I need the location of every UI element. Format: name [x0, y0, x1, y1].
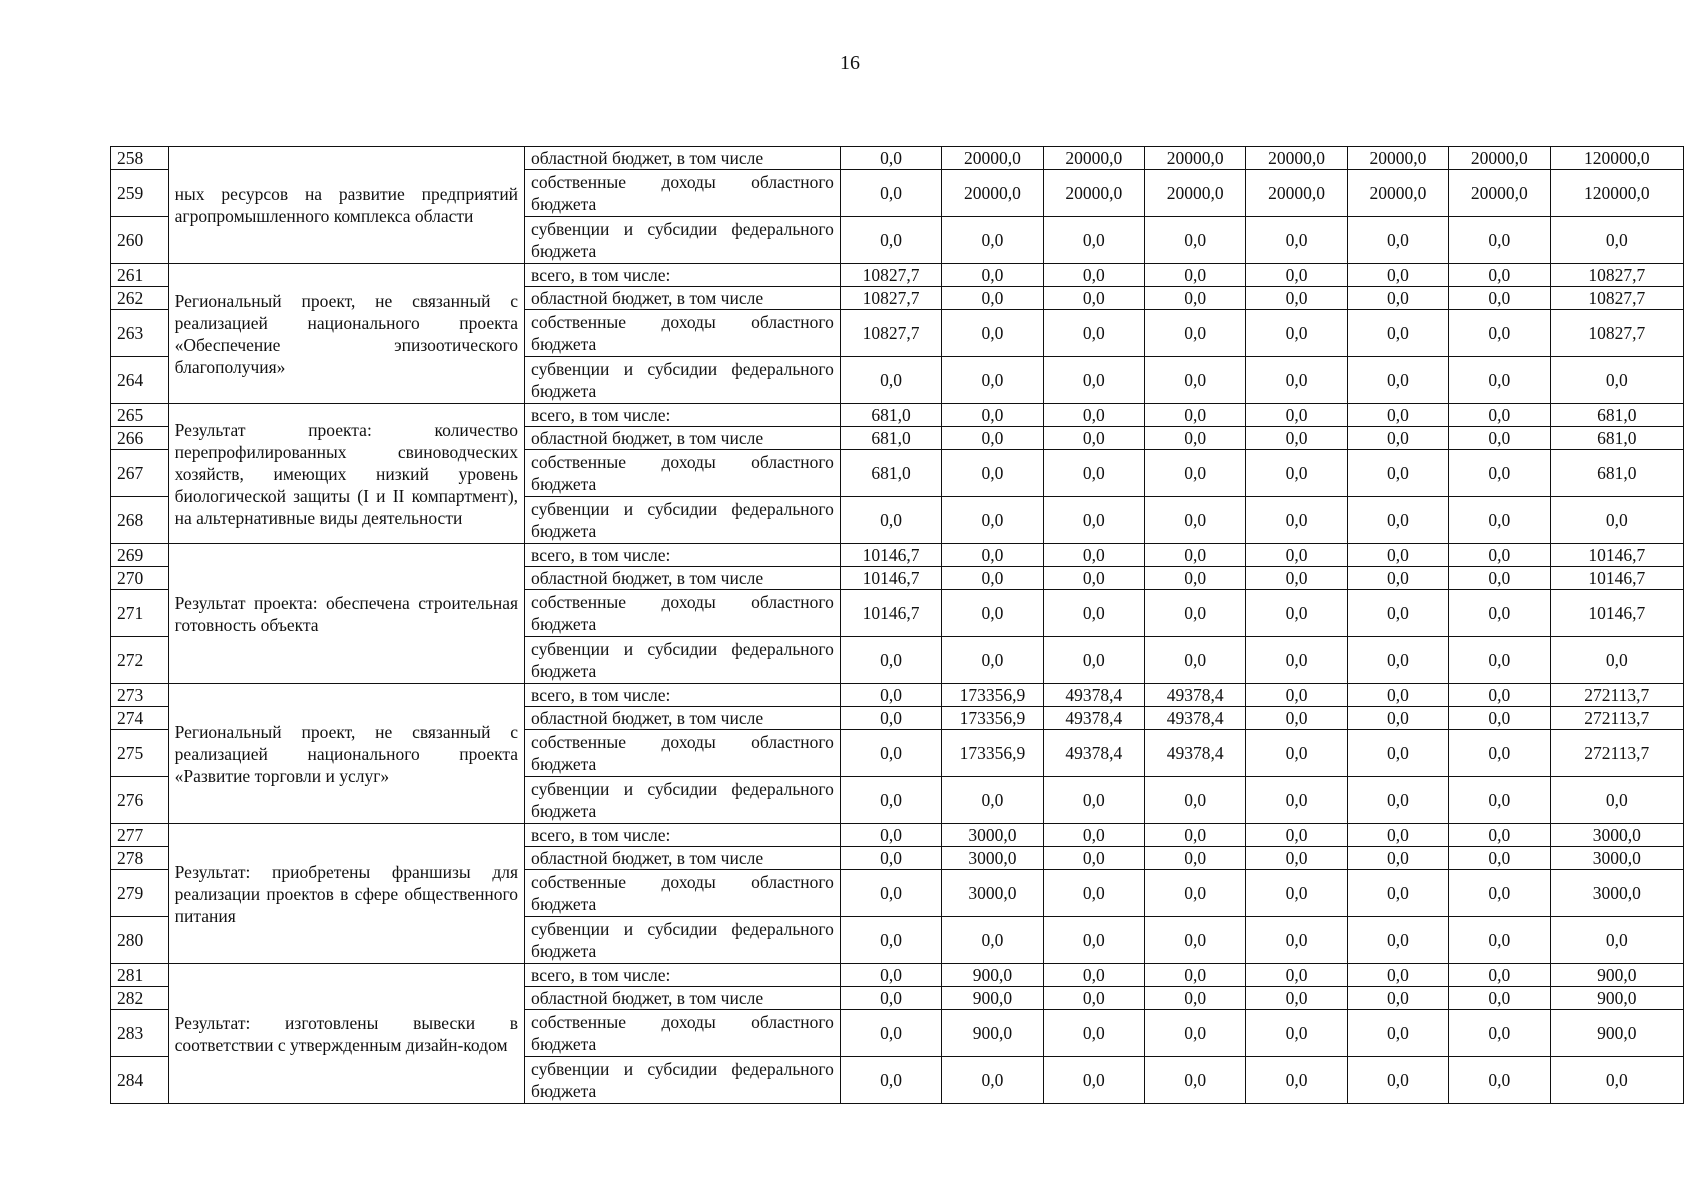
year-value: 0,0 [1449, 264, 1550, 287]
year-value: 0,0 [1449, 824, 1550, 847]
year-value: 10146,7 [840, 590, 941, 637]
year-value: 0,0 [1145, 847, 1246, 870]
year-value: 49378,4 [1145, 684, 1246, 707]
project-description: Результат проекта: обеспечена строительная готовность объекта [168, 544, 524, 684]
year-value: 20000,0 [1347, 170, 1448, 217]
funding-source: субвенции и субсидии федерального бюджета [525, 777, 841, 824]
year-value: 0,0 [1449, 287, 1550, 310]
year-value: 0,0 [1043, 497, 1144, 544]
year-value: 20000,0 [1043, 147, 1144, 170]
row-number: 276 [111, 777, 169, 824]
row-number: 274 [111, 707, 169, 730]
year-value: 0,0 [942, 264, 1043, 287]
total-value: 0,0 [1550, 917, 1683, 964]
funding-source: собственные доходы областного бюджета [525, 870, 841, 917]
year-value: 49378,4 [1043, 707, 1144, 730]
year-value: 20000,0 [1145, 147, 1246, 170]
year-value: 0,0 [1145, 217, 1246, 264]
year-value: 0,0 [1145, 777, 1246, 824]
year-value: 10827,7 [840, 287, 941, 310]
year-value: 0,0 [1145, 917, 1246, 964]
year-value: 0,0 [1246, 637, 1347, 684]
project-description: Результат: изготовлены вывески в соответствии с утвержденным дизайн-кодом [168, 964, 524, 1104]
year-value: 0,0 [840, 707, 941, 730]
year-value: 0,0 [1449, 497, 1550, 544]
year-value: 0,0 [1145, 1010, 1246, 1057]
year-value: 0,0 [840, 987, 941, 1010]
year-value: 0,0 [1449, 847, 1550, 870]
year-value: 0,0 [1246, 264, 1347, 287]
row-number: 261 [111, 264, 169, 287]
year-value: 0,0 [1246, 824, 1347, 847]
funding-source: субвенции и субсидии федерального бюджета [525, 497, 841, 544]
year-value: 0,0 [1043, 450, 1144, 497]
year-value: 0,0 [1347, 287, 1448, 310]
year-value: 0,0 [1145, 1057, 1246, 1104]
year-value: 0,0 [1246, 870, 1347, 917]
year-value: 0,0 [1347, 217, 1448, 264]
year-value: 0,0 [1246, 217, 1347, 264]
year-value: 0,0 [1347, 544, 1448, 567]
project-description: Результат: приобретены франшизы для реализации проектов в сфере общественного питания [168, 824, 524, 964]
funding-source: собственные доходы областного бюджета [525, 310, 841, 357]
year-value: 0,0 [1347, 684, 1448, 707]
year-value: 0,0 [1043, 847, 1144, 870]
year-value: 0,0 [1145, 870, 1246, 917]
year-value: 0,0 [942, 357, 1043, 404]
year-value: 900,0 [942, 987, 1043, 1010]
year-value: 0,0 [840, 824, 941, 847]
year-value: 0,0 [942, 1057, 1043, 1104]
funding-source: областной бюджет, в том числе [525, 147, 841, 170]
total-value: 10827,7 [1550, 264, 1683, 287]
year-value: 173356,9 [942, 707, 1043, 730]
project-description: Региональный проект, не связанный с реализацией национального проекта «Развитие торговли и услуг» [168, 684, 524, 824]
year-value: 0,0 [1347, 404, 1448, 427]
year-value: 0,0 [840, 777, 941, 824]
total-value: 10827,7 [1550, 287, 1683, 310]
year-value: 0,0 [1246, 357, 1347, 404]
year-value: 0,0 [1145, 497, 1246, 544]
year-value: 0,0 [1246, 287, 1347, 310]
funding-source: областной бюджет, в том числе [525, 847, 841, 870]
row-number: 268 [111, 497, 169, 544]
funding-source: областной бюджет, в том числе [525, 707, 841, 730]
year-value: 0,0 [840, 170, 941, 217]
year-value: 0,0 [1449, 730, 1550, 777]
year-value: 900,0 [942, 1010, 1043, 1057]
year-value: 0,0 [1449, 707, 1550, 730]
year-value: 0,0 [1145, 544, 1246, 567]
year-value: 0,0 [1347, 357, 1448, 404]
funding-source: всего, в том числе: [525, 964, 841, 987]
row-number: 279 [111, 870, 169, 917]
year-value: 10827,7 [840, 264, 941, 287]
year-value: 0,0 [1145, 404, 1246, 427]
table-row [111, 147, 1684, 170]
year-value: 49378,4 [1043, 730, 1144, 777]
total-value: 3000,0 [1550, 870, 1683, 917]
year-value: 681,0 [840, 450, 941, 497]
year-value: 0,0 [1449, 964, 1550, 987]
year-value: 0,0 [1449, 987, 1550, 1010]
year-value: 0,0 [1347, 987, 1448, 1010]
year-value: 0,0 [1347, 427, 1448, 450]
year-value: 0,0 [840, 1010, 941, 1057]
year-value: 0,0 [1449, 450, 1550, 497]
row-number: 283 [111, 1010, 169, 1057]
year-value: 3000,0 [942, 847, 1043, 870]
year-value: 0,0 [1043, 427, 1144, 450]
year-value: 0,0 [840, 847, 941, 870]
year-value: 0,0 [1449, 870, 1550, 917]
year-value: 0,0 [1043, 870, 1144, 917]
year-value: 10146,7 [840, 544, 941, 567]
funding-source: субвенции и субсидии федерального бюджета [525, 217, 841, 264]
year-value: 20000,0 [1449, 170, 1550, 217]
funding-source: областной бюджет, в том числе [525, 287, 841, 310]
row-number: 284 [111, 1057, 169, 1104]
year-value: 0,0 [942, 917, 1043, 964]
funding-source: субвенции и субсидии федерального бюджета [525, 637, 841, 684]
year-value: 0,0 [1347, 824, 1448, 847]
total-value: 272113,7 [1550, 730, 1683, 777]
funding-source: собственные доходы областного бюджета [525, 730, 841, 777]
total-value: 0,0 [1550, 497, 1683, 544]
year-value: 0,0 [942, 287, 1043, 310]
total-value: 10146,7 [1550, 590, 1683, 637]
year-value: 0,0 [840, 637, 941, 684]
year-value: 0,0 [1043, 1010, 1144, 1057]
year-value: 0,0 [1347, 310, 1448, 357]
year-value: 173356,9 [942, 730, 1043, 777]
year-value: 0,0 [1043, 264, 1144, 287]
year-value: 0,0 [1043, 777, 1144, 824]
row-number: 259 [111, 170, 169, 217]
year-value: 0,0 [1043, 590, 1144, 637]
year-value: 0,0 [1347, 1010, 1448, 1057]
year-value: 10827,7 [840, 310, 941, 357]
year-value: 0,0 [1246, 917, 1347, 964]
year-value: 0,0 [1246, 987, 1347, 1010]
total-value: 0,0 [1550, 357, 1683, 404]
total-value: 120000,0 [1550, 170, 1683, 217]
year-value: 0,0 [1246, 404, 1347, 427]
year-value: 0,0 [840, 730, 941, 777]
funding-source: всего, в том числе: [525, 264, 841, 287]
year-value: 0,0 [840, 1057, 941, 1104]
year-value: 0,0 [840, 870, 941, 917]
year-value: 0,0 [1449, 1057, 1550, 1104]
total-value: 3000,0 [1550, 824, 1683, 847]
funding-source: областной бюджет, в том числе [525, 567, 841, 590]
funding-source: собственные доходы областного бюджета [525, 590, 841, 637]
year-value: 0,0 [1145, 264, 1246, 287]
year-value: 0,0 [1449, 357, 1550, 404]
year-value: 0,0 [1347, 450, 1448, 497]
total-value: 0,0 [1550, 637, 1683, 684]
year-value: 0,0 [1347, 567, 1448, 590]
year-value: 900,0 [942, 964, 1043, 987]
year-value: 0,0 [1043, 917, 1144, 964]
row-number: 277 [111, 824, 169, 847]
year-value: 0,0 [1347, 497, 1448, 544]
year-value: 0,0 [1246, 847, 1347, 870]
funding-source: всего, в том числе: [525, 544, 841, 567]
row-number: 273 [111, 684, 169, 707]
year-value: 0,0 [1449, 567, 1550, 590]
year-value: 0,0 [840, 217, 941, 264]
row-number: 275 [111, 730, 169, 777]
year-value: 0,0 [1043, 357, 1144, 404]
year-value: 0,0 [1043, 287, 1144, 310]
funding-source: субвенции и субсидии федерального бюджета [525, 917, 841, 964]
table-body [111, 147, 1684, 1104]
year-value: 0,0 [942, 427, 1043, 450]
year-value: 0,0 [1449, 217, 1550, 264]
funding-source: собственные доходы областного бюджета [525, 450, 841, 497]
year-value: 0,0 [1347, 847, 1448, 870]
total-value: 681,0 [1550, 427, 1683, 450]
year-value: 0,0 [1246, 1057, 1347, 1104]
year-value: 681,0 [840, 427, 941, 450]
year-value: 0,0 [1449, 777, 1550, 824]
year-value: 0,0 [1145, 357, 1246, 404]
row-number: 282 [111, 987, 169, 1010]
year-value: 0,0 [1449, 637, 1550, 684]
row-number: 272 [111, 637, 169, 684]
total-value: 0,0 [1550, 777, 1683, 824]
funding-source: всего, в том числе: [525, 824, 841, 847]
year-value: 0,0 [942, 637, 1043, 684]
year-value: 0,0 [942, 404, 1043, 427]
year-value: 0,0 [840, 497, 941, 544]
year-value: 0,0 [1145, 637, 1246, 684]
table-row [111, 544, 1684, 567]
year-value: 0,0 [840, 964, 941, 987]
budget-table [110, 146, 1684, 1104]
total-value: 681,0 [1550, 404, 1683, 427]
year-value: 20000,0 [1246, 170, 1347, 217]
year-value: 0,0 [1145, 450, 1246, 497]
year-value: 3000,0 [942, 870, 1043, 917]
year-value: 0,0 [1246, 730, 1347, 777]
year-value: 0,0 [1246, 590, 1347, 637]
year-value: 0,0 [1347, 730, 1448, 777]
total-value: 3000,0 [1550, 847, 1683, 870]
year-value: 0,0 [1043, 987, 1144, 1010]
project-description: Результат проекта: количество перепрофилированных свиноводческих хозяйств, имеющих низкий уровень биологической защиты (I и II компартмент), на альтернативные виды деятельности [168, 404, 524, 544]
year-value: 0,0 [1347, 1057, 1448, 1104]
table-row [111, 964, 1684, 987]
year-value: 49378,4 [1043, 684, 1144, 707]
year-value: 0,0 [840, 147, 941, 170]
year-value: 0,0 [1043, 637, 1144, 684]
year-value: 0,0 [942, 544, 1043, 567]
year-value: 0,0 [1043, 824, 1144, 847]
total-value: 900,0 [1550, 964, 1683, 987]
year-value: 0,0 [1043, 404, 1144, 427]
year-value: 0,0 [1449, 590, 1550, 637]
year-value: 0,0 [1246, 310, 1347, 357]
year-value: 20000,0 [1145, 170, 1246, 217]
year-value: 0,0 [942, 777, 1043, 824]
row-number: 263 [111, 310, 169, 357]
year-value: 0,0 [1347, 264, 1448, 287]
year-value: 0,0 [942, 217, 1043, 264]
total-value: 272113,7 [1550, 707, 1683, 730]
year-value: 0,0 [1449, 684, 1550, 707]
year-value: 0,0 [1246, 684, 1347, 707]
year-value: 0,0 [1145, 590, 1246, 637]
year-value: 0,0 [1246, 964, 1347, 987]
row-number: 281 [111, 964, 169, 987]
page-number: 16 [840, 52, 860, 74]
year-value: 49378,4 [1145, 707, 1246, 730]
total-value: 900,0 [1550, 1010, 1683, 1057]
total-value: 10827,7 [1550, 310, 1683, 357]
year-value: 0,0 [1145, 310, 1246, 357]
year-value: 0,0 [1347, 707, 1448, 730]
row-number: 265 [111, 404, 169, 427]
total-value: 0,0 [1550, 217, 1683, 264]
project-description: ных ресурсов на развитие предприятий агропромышленного комплекса области [168, 147, 524, 264]
year-value: 49378,4 [1145, 730, 1246, 777]
year-value: 0,0 [1246, 777, 1347, 824]
year-value: 0,0 [1145, 987, 1246, 1010]
year-value: 0,0 [1347, 637, 1448, 684]
year-value: 0,0 [1246, 707, 1347, 730]
year-value: 0,0 [840, 357, 941, 404]
total-value: 900,0 [1550, 987, 1683, 1010]
year-value: 3000,0 [942, 824, 1043, 847]
year-value: 0,0 [1449, 917, 1550, 964]
funding-source: субвенции и субсидии федерального бюджета [525, 357, 841, 404]
year-value: 681,0 [840, 404, 941, 427]
year-value: 0,0 [1145, 567, 1246, 590]
table-row [111, 684, 1684, 707]
year-value: 10146,7 [840, 567, 941, 590]
row-number: 262 [111, 287, 169, 310]
year-value: 0,0 [1347, 917, 1448, 964]
year-value: 0,0 [1145, 964, 1246, 987]
project-description: Региональный проект, не связанный с реализацией национального проекта «Обеспечение эпизоотического благополучия» [168, 264, 524, 404]
row-number: 278 [111, 847, 169, 870]
year-value: 0,0 [1449, 427, 1550, 450]
year-value: 0,0 [1449, 310, 1550, 357]
funding-source: областной бюджет, в том числе [525, 987, 841, 1010]
year-value: 0,0 [942, 590, 1043, 637]
year-value: 0,0 [840, 917, 941, 964]
total-value: 10146,7 [1550, 544, 1683, 567]
year-value: 20000,0 [1043, 170, 1144, 217]
row-number: 267 [111, 450, 169, 497]
row-number: 260 [111, 217, 169, 264]
year-value: 0,0 [1449, 404, 1550, 427]
year-value: 0,0 [942, 450, 1043, 497]
year-value: 0,0 [840, 684, 941, 707]
total-value: 681,0 [1550, 450, 1683, 497]
row-number: 258 [111, 147, 169, 170]
row-number: 271 [111, 590, 169, 637]
year-value: 0,0 [1449, 1010, 1550, 1057]
year-value: 0,0 [1043, 567, 1144, 590]
total-value: 10146,7 [1550, 567, 1683, 590]
table-row [111, 824, 1684, 847]
funding-source: областной бюджет, в том числе [525, 427, 841, 450]
year-value: 0,0 [942, 310, 1043, 357]
row-number: 270 [111, 567, 169, 590]
row-number: 264 [111, 357, 169, 404]
year-value: 20000,0 [1246, 147, 1347, 170]
funding-source: субвенции и субсидии федерального бюджета [525, 1057, 841, 1104]
total-value: 120000,0 [1550, 147, 1683, 170]
year-value: 0,0 [1043, 964, 1144, 987]
year-value: 0,0 [1043, 1057, 1144, 1104]
year-value: 0,0 [1145, 824, 1246, 847]
year-value: 0,0 [1347, 870, 1448, 917]
year-value: 20000,0 [942, 147, 1043, 170]
year-value: 0,0 [1347, 964, 1448, 987]
year-value: 20000,0 [1449, 147, 1550, 170]
funding-source: собственные доходы областного бюджета [525, 170, 841, 217]
year-value: 0,0 [1347, 590, 1448, 637]
total-value: 272113,7 [1550, 684, 1683, 707]
total-value: 0,0 [1550, 1057, 1683, 1104]
table-row [111, 404, 1684, 427]
year-value: 0,0 [1246, 427, 1347, 450]
year-value: 0,0 [1043, 310, 1144, 357]
year-value: 0,0 [1145, 427, 1246, 450]
year-value: 0,0 [1246, 497, 1347, 544]
year-value: 0,0 [1145, 287, 1246, 310]
table-row [111, 264, 1684, 287]
year-value: 20000,0 [942, 170, 1043, 217]
year-value: 0,0 [942, 567, 1043, 590]
year-value: 173356,9 [942, 684, 1043, 707]
funding-source: всего, в том числе: [525, 404, 841, 427]
funding-source: собственные доходы областного бюджета [525, 1010, 841, 1057]
year-value: 0,0 [1449, 544, 1550, 567]
row-number: 266 [111, 427, 169, 450]
row-number: 269 [111, 544, 169, 567]
year-value: 0,0 [1246, 1010, 1347, 1057]
year-value: 0,0 [1347, 777, 1448, 824]
year-value: 0,0 [1246, 450, 1347, 497]
year-value: 0,0 [1043, 544, 1144, 567]
year-value: 0,0 [942, 497, 1043, 544]
year-value: 0,0 [1246, 567, 1347, 590]
year-value: 20000,0 [1347, 147, 1448, 170]
year-value: 0,0 [1246, 544, 1347, 567]
funding-source: всего, в том числе: [525, 684, 841, 707]
row-number: 280 [111, 917, 169, 964]
year-value: 0,0 [1043, 217, 1144, 264]
